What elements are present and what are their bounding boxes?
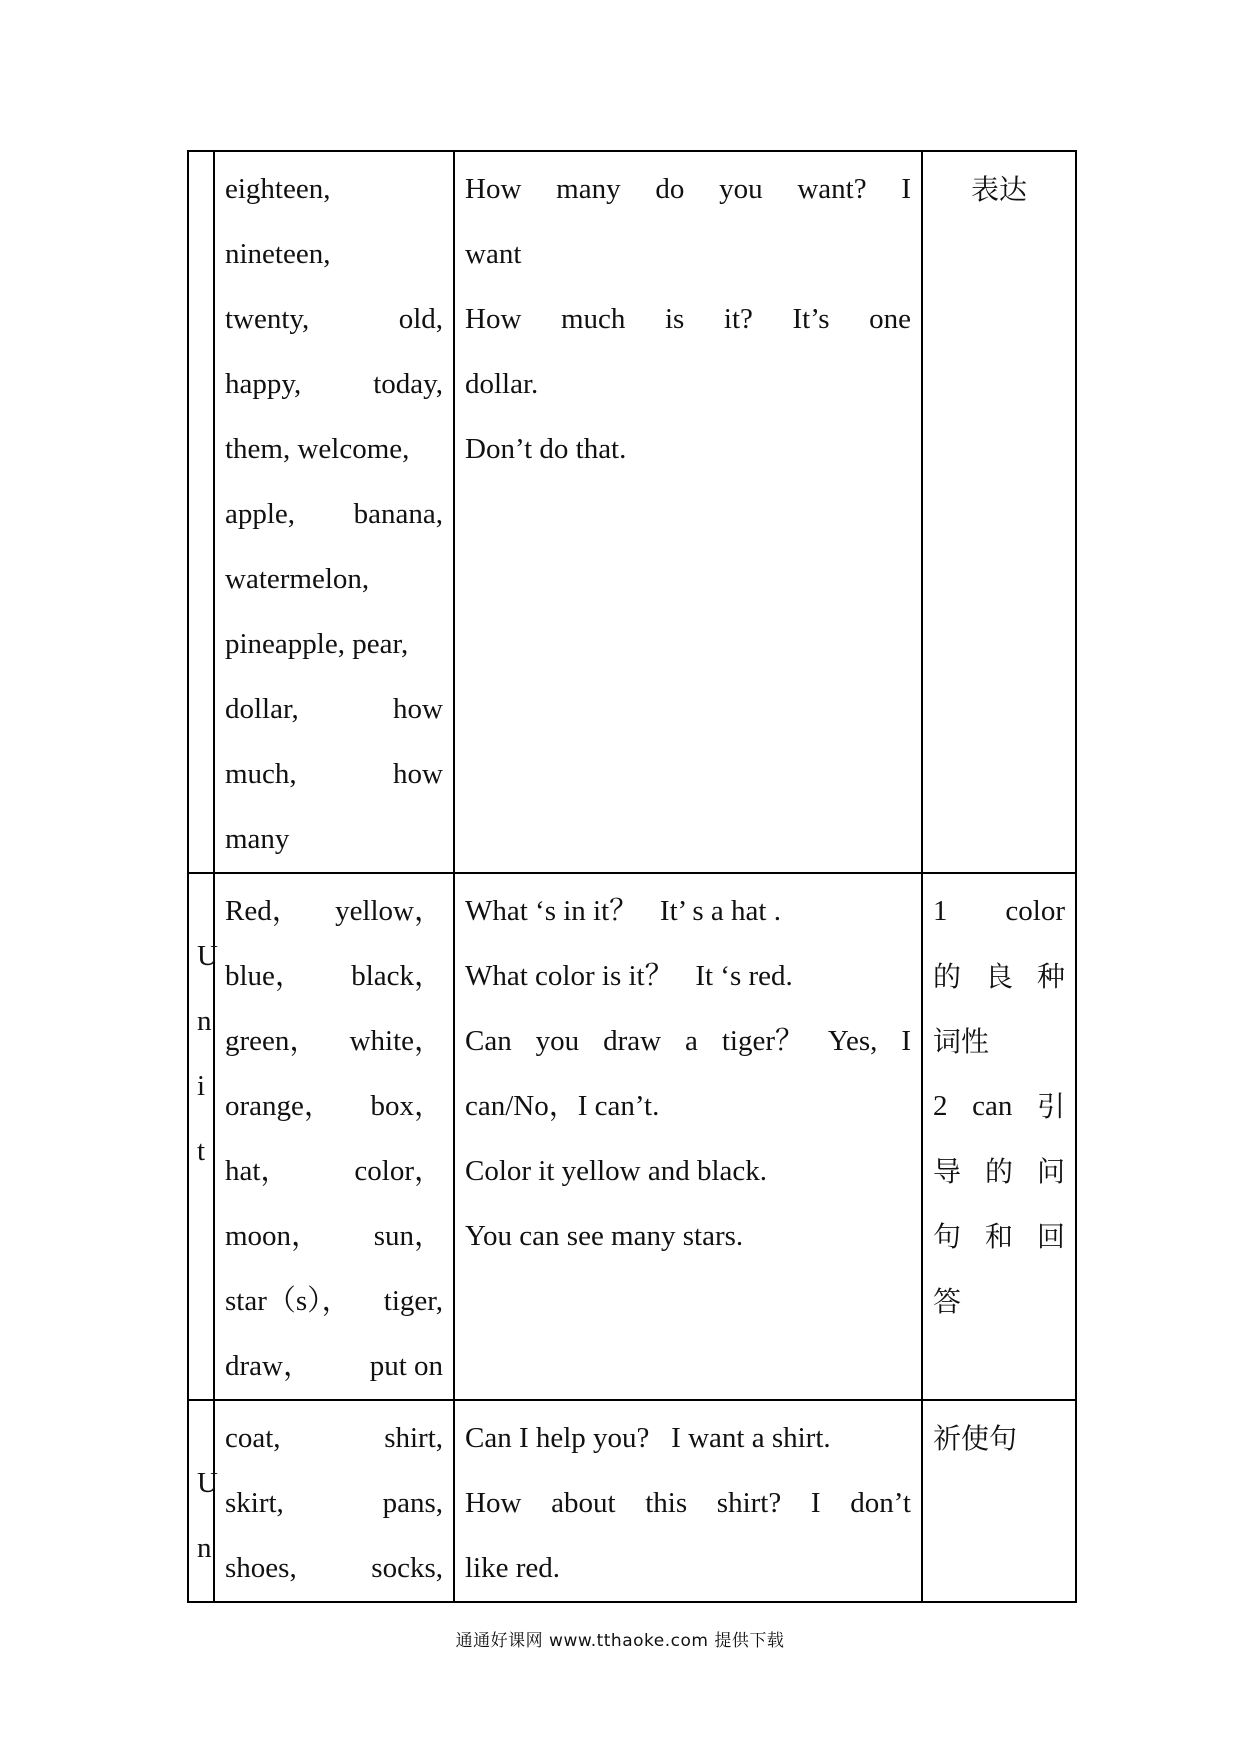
focus-text: 导 (933, 1155, 962, 1188)
focus-text: 1 (933, 895, 948, 927)
focus-line (933, 1204, 1065, 1269)
vocabulary-word: skirt, (225, 1487, 284, 1519)
sentence-word: is (664, 303, 685, 335)
sentence-word: don’t (850, 1487, 911, 1519)
vocabulary-word: how (393, 758, 443, 790)
sentence-word: Color it yellow and black. (465, 1155, 768, 1187)
sentence-word: Can (465, 1025, 512, 1057)
vocabulary-line (225, 1334, 443, 1399)
vocabulary-word: shoes, (225, 1552, 297, 1584)
focus-text: 问 (1036, 1155, 1065, 1188)
sentence-line (465, 222, 911, 287)
focus-line (933, 879, 1065, 944)
vocabulary-line (225, 1406, 443, 1471)
sentence-word: You can see many stars. (465, 1220, 744, 1252)
sentence-word: shirt? (716, 1487, 782, 1519)
focus-text: 句 (933, 1220, 962, 1253)
vocabulary-word: many (225, 823, 290, 855)
vocabulary-word: watermelon, (225, 563, 370, 595)
focus-line (933, 157, 1065, 222)
unit-letter: n (197, 1532, 212, 1564)
vocabulary-cell (214, 151, 454, 873)
vocabulary-line (225, 547, 443, 612)
vocabulary-table (187, 150, 1077, 1603)
sentence-word: What ‘s in it？ It’ s a hat . (465, 895, 781, 927)
focus-line (933, 1074, 1065, 1139)
vocabulary-word: star（s）， (225, 1285, 351, 1317)
sentence-word: one (869, 303, 911, 335)
table-row (188, 873, 1076, 1400)
vocabulary-word: apple, (225, 498, 296, 530)
sentence-word: this (645, 1487, 688, 1519)
sentence-word: dollar. (465, 368, 539, 400)
focus-line (933, 1406, 1065, 1471)
vocabulary-word: pans, (382, 1487, 443, 1519)
sentence-line (465, 1009, 911, 1074)
sentence-line (465, 1536, 911, 1601)
focus-text: 种 (1036, 960, 1065, 993)
sentence-word: Don’t do that. (465, 433, 627, 465)
vocabulary-word: hat， (225, 1155, 290, 1187)
sentence-word: I (901, 173, 911, 205)
sentence-line (465, 417, 911, 482)
vocabulary-line (225, 352, 443, 417)
vocabulary-line (225, 807, 443, 872)
sentence-word: I (901, 1025, 911, 1057)
focus-line (933, 1139, 1065, 1204)
vocabulary-line (225, 1471, 443, 1536)
unit-letter: t (197, 1135, 206, 1167)
sentence-word: What color is it？ It ‘s red. (465, 960, 793, 992)
vocabulary-word: much, (225, 758, 297, 790)
focus-line (933, 1009, 1065, 1074)
vocabulary-line (225, 1139, 443, 1204)
vocabulary-line (225, 944, 443, 1009)
vocabulary-cell (214, 873, 454, 1400)
vocabulary-line (225, 1269, 443, 1334)
grammar-focus-cell (922, 873, 1076, 1400)
vocabulary-word: Red， (225, 895, 301, 927)
focus-text: 2 (933, 1090, 948, 1122)
vocabulary-word: orange， (225, 1090, 333, 1122)
sentence-line (465, 157, 911, 222)
focus-text: can (972, 1090, 1013, 1122)
vocabulary-word: nineteen, (225, 238, 331, 270)
focus-text: 的 (933, 960, 962, 993)
sentence-line (465, 1406, 911, 1471)
sentence-word: a (685, 1025, 698, 1057)
vocabulary-line (225, 1204, 443, 1269)
vocabulary-word: banana, (353, 498, 443, 530)
vocabulary-word: coat, (225, 1422, 281, 1454)
sentence-word: like red. (465, 1552, 561, 1584)
sentence-line (465, 1074, 911, 1139)
vocabulary-word: tiger, (383, 1285, 443, 1317)
vocabulary-word: yellow， (335, 895, 443, 927)
unit-label-cell (188, 151, 214, 873)
vocabulary-line (225, 879, 443, 944)
vocabulary-word: shirt, (384, 1422, 443, 1454)
focus-text: 引 (1036, 1090, 1065, 1123)
vocabulary-word: them, welcome, (225, 433, 410, 465)
vocabulary-cell (214, 1400, 454, 1602)
focus-text: 祈使句 (933, 1422, 1018, 1455)
vocabulary-word: socks, (371, 1552, 443, 1584)
focus-text: 词性 (933, 1025, 990, 1058)
vocabulary-line (225, 287, 443, 352)
sentence-word: draw (603, 1025, 662, 1057)
focus-text: 良 (984, 960, 1013, 993)
sentence-pattern-cell (454, 151, 922, 873)
focus-text: 和 (984, 1220, 1013, 1253)
vocabulary-line (225, 417, 443, 482)
footer-credit: 通通好课网 www.tthaoke.com 提供下载 (455, 1631, 785, 1651)
sentence-line (465, 944, 911, 1009)
sentence-line (465, 287, 911, 352)
vocabulary-line (225, 1536, 443, 1601)
unit-label-cell (188, 873, 218, 1400)
table-row (188, 1400, 1076, 1602)
sentence-line (465, 1139, 911, 1204)
vocabulary-word: happy, (225, 368, 302, 400)
unit-letter: n (197, 1005, 212, 1037)
vocabulary-word: box， (370, 1090, 443, 1122)
vocabulary-word: black， (351, 960, 443, 992)
sentence-line (465, 1471, 911, 1536)
vocabulary-word: moon， (225, 1220, 321, 1252)
focus-text: color (1005, 895, 1065, 927)
sentence-word: Yes, (827, 1025, 878, 1057)
vocabulary-line (225, 1009, 443, 1074)
sentence-word: about (551, 1487, 616, 1519)
grammar-focus-cell (922, 151, 1076, 873)
sentence-word: How (465, 1487, 522, 1519)
unit-label-cell (188, 1400, 218, 1602)
focus-line (933, 1269, 1065, 1334)
sentence-pattern-cell (454, 873, 922, 1400)
vocabulary-word: how (393, 693, 443, 725)
sentence-word: much (560, 303, 626, 335)
focus-text: 的 (984, 1155, 1013, 1188)
sentence-word: many (556, 173, 621, 205)
sentence-word: tiger？ (721, 1025, 804, 1057)
vocabulary-word: put on (369, 1350, 443, 1382)
focus-line (933, 944, 1065, 1009)
unit-letter: i (197, 1070, 206, 1102)
sentence-word: you (719, 173, 763, 205)
sentence-word: How (465, 303, 522, 335)
sentence-word: want (465, 238, 522, 270)
vocabulary-word: dollar, (225, 693, 299, 725)
vocabulary-line (225, 742, 443, 807)
vocabulary-line (225, 1074, 443, 1139)
sentence-pattern-cell (454, 1400, 922, 1602)
focus-text: 表达 (970, 173, 1027, 206)
sentence-word: it? (723, 303, 753, 335)
table-row (188, 151, 1076, 873)
vocabulary-word: blue， (225, 960, 304, 992)
sentence-word: can/No，I can’t. (465, 1090, 660, 1122)
sentence-line (465, 352, 911, 417)
sentence-word: How (465, 173, 522, 205)
focus-text: 回 (1036, 1220, 1065, 1253)
unit-letter: U (197, 1467, 218, 1499)
focus-text: 答 (933, 1285, 962, 1318)
sentence-word: do (655, 173, 685, 205)
grammar-focus-cell (922, 1400, 1076, 1602)
sentence-word: you (535, 1025, 580, 1057)
vocabulary-line (225, 482, 443, 547)
unit-letter: U (197, 940, 218, 972)
vocabulary-word: draw， (225, 1350, 312, 1382)
vocabulary-line (225, 612, 443, 677)
vocabulary-word: green， (225, 1025, 319, 1057)
vocabulary-line (225, 222, 443, 287)
vocabulary-word: twenty, (225, 303, 310, 335)
sentence-word: want? (797, 173, 867, 205)
vocabulary-word: color， (354, 1155, 443, 1187)
vocabulary-word: white， (349, 1025, 443, 1057)
vocabulary-word: sun， (373, 1220, 443, 1252)
vocabulary-word: today, (373, 368, 443, 400)
vocabulary-word: eighteen, (225, 173, 331, 205)
sentence-word: I (810, 1487, 821, 1519)
vocabulary-word: pineapple, pear, (225, 628, 409, 660)
sentence-line (465, 879, 911, 944)
sentence-word: It’s (792, 303, 830, 335)
sentence-line (465, 1204, 911, 1269)
vocabulary-line (225, 677, 443, 742)
vocabulary-word: old, (398, 303, 443, 335)
vocabulary-line (225, 157, 443, 222)
sentence-word: Can I help you? I want a shirt. (465, 1422, 831, 1454)
